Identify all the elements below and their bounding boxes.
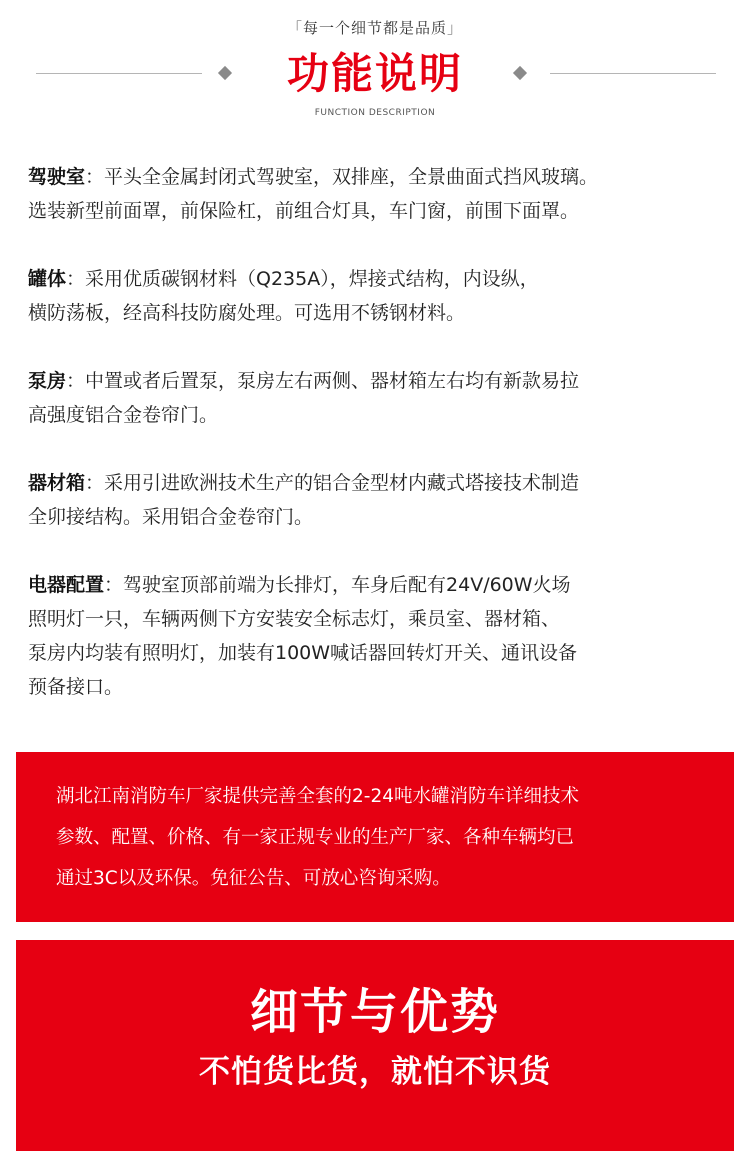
section-text: ：平头全金属封闭式驾驶室，双排座，全景曲面式挡风玻璃。 (85, 166, 599, 188)
notice-banner (16, 752, 734, 922)
page-title: 功能说明 (286, 49, 463, 98)
bracket-open: 「 (286, 19, 303, 37)
section-text: ：采用引进欧洲技术生产的铝合金型材内藏式塔接技术制造 (85, 472, 580, 494)
section-pump-room (28, 364, 728, 432)
section-line (28, 568, 728, 602)
section-line: 选装新型前面罩，前保险杠，前组合灯具，车门窗，前围下面罩。 (28, 200, 580, 222)
section-text: ：采用优质碳钢材料（Q235A），焊接式结构，内设纵， (66, 268, 539, 290)
section-label: 器材箱 (28, 472, 86, 494)
section-label: 泵房 (28, 370, 67, 392)
tagline (0, 17, 750, 38)
section-text: ：中置或者后置泵，泵房左右两侧、器材箱左右均有新款易拉 (66, 370, 580, 392)
section-cab (28, 160, 728, 228)
section-line: 高强度铝合金卷帘门。 (28, 404, 219, 426)
section-line (28, 364, 728, 398)
notice-line: 通过3C以及环保。免征公告、可放心咨询采购。 (56, 868, 451, 889)
section-line: 照明灯一只，车辆两侧下方安装安全标志灯，乘员室、器材箱、 (28, 608, 561, 630)
section-line (28, 466, 728, 500)
section-tank (28, 262, 728, 330)
divider-right (550, 73, 716, 74)
notice-line: 湖北江南消防车厂家提供完善全套的2-24吨水罐消防车详细技术 (56, 786, 579, 807)
promo-banner (16, 940, 734, 1151)
section-line: 预备接口。 (28, 676, 124, 698)
promo-subtitle: 不怕货比货，就怕不识货 (199, 1054, 551, 1090)
promo-title: 细节与优势 (249, 984, 500, 1040)
section-header (0, 0, 750, 140)
tagline-text: 每一个细节都是品质 (302, 19, 447, 37)
section-line: 泵房内均装有照明灯，加装有100W喊话器回转灯开关、通讯设备 (28, 642, 578, 664)
section-equipment-box (28, 466, 728, 534)
section-label: 驾驶室 (28, 166, 86, 188)
section-line: 全卯接结构。采用铝合金卷帘门。 (28, 506, 314, 528)
section-line: 横防荡板，经高科技防腐处理。可选用不锈钢材料。 (28, 302, 466, 324)
page-subtitle: FUNCTION DESCRIPTION (314, 108, 436, 118)
section-label: 罐体 (28, 268, 67, 290)
section-electrical (28, 568, 728, 704)
section-line (28, 160, 728, 194)
bracket-close: 」 (447, 19, 464, 37)
function-description-list (28, 160, 728, 738)
notice-text (56, 776, 706, 899)
section-text: ：驾驶室顶部前端为长排灯，车身后配有24V/60W火场 (104, 574, 571, 596)
section-label: 电器配置 (28, 574, 105, 596)
notice-line: 参数、配置、价格、有一家正规专业的生产厂家、各种车辆均已 (56, 827, 575, 848)
section-line (28, 262, 728, 296)
